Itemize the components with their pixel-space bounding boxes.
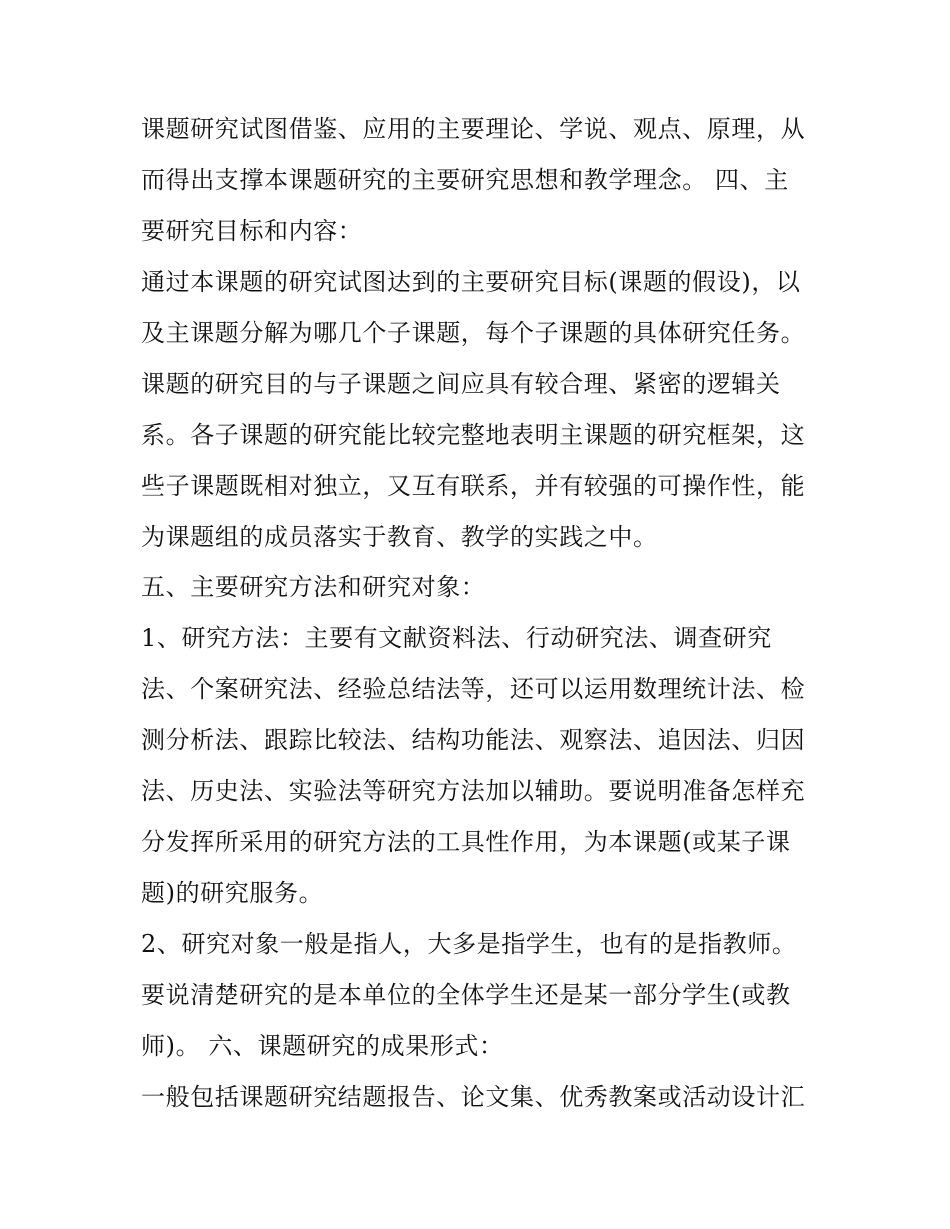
text-line: 些子课题既相对独立，又互有联系，并有较强的可操作性，能 [141,472,806,500]
text-line: 要研究目标和内容： [141,217,363,245]
text-line: 法、个案研究法、经验总结法等，还可以运用数理统计法、检 [141,675,806,703]
text-line: 师)。 六、课题研究的成果形式： [141,1032,504,1060]
text-line: 1、研究方法：主要有文献资料法、行动研究法、调查研究 [141,624,772,652]
text-line: 为课题组的成员落实于教育、教学的实践之中。 [141,523,658,551]
text-line: 一般包括课题研究结题报告、论文集、优秀教案或活动设计汇 [141,1083,806,1111]
text-line: 测分析法、跟踪比较法、结构功能法、观察法、追因法、归因 [141,726,806,754]
text-line: 要说清楚研究的是本单位的全体学生还是某一部分学生(或教 [141,981,791,1009]
text-line: 课题研究试图借鉴、应用的主要理论、学说、观点、原理，从 [141,115,806,143]
text-line: 及主课题分解为哪几个子课题，每个子课题的具体研究任务。 [141,319,806,347]
text-line: 通过本课题的研究试图达到的主要研究目标(课题的假设)，以 [141,268,801,296]
text-line: 2、研究对象一般是指人，大多是指学生，也有的是指教师。 [141,930,797,958]
text-line: 分发挥所采用的研究方法的工具性作用，为本课题(或某子课 [141,828,791,856]
text-line: 而得出支撑本课题研究的主要研究思想和教学理念。 四、主 [141,166,789,194]
text-line: 系。各子课题的研究能比较完整地表明主课题的研究框架，这 [141,421,806,449]
text-line: 五、主要研究方法和研究对象： [141,573,486,601]
text-line: 法、历史法、实验法等研究方法加以辅助。要说明准备怎样充 [141,777,806,805]
text-line: 题)的研究服务。 [141,879,324,907]
text-line: 课题的研究目的与子课题之间应具有较合理、紧密的逻辑关 [141,370,781,398]
